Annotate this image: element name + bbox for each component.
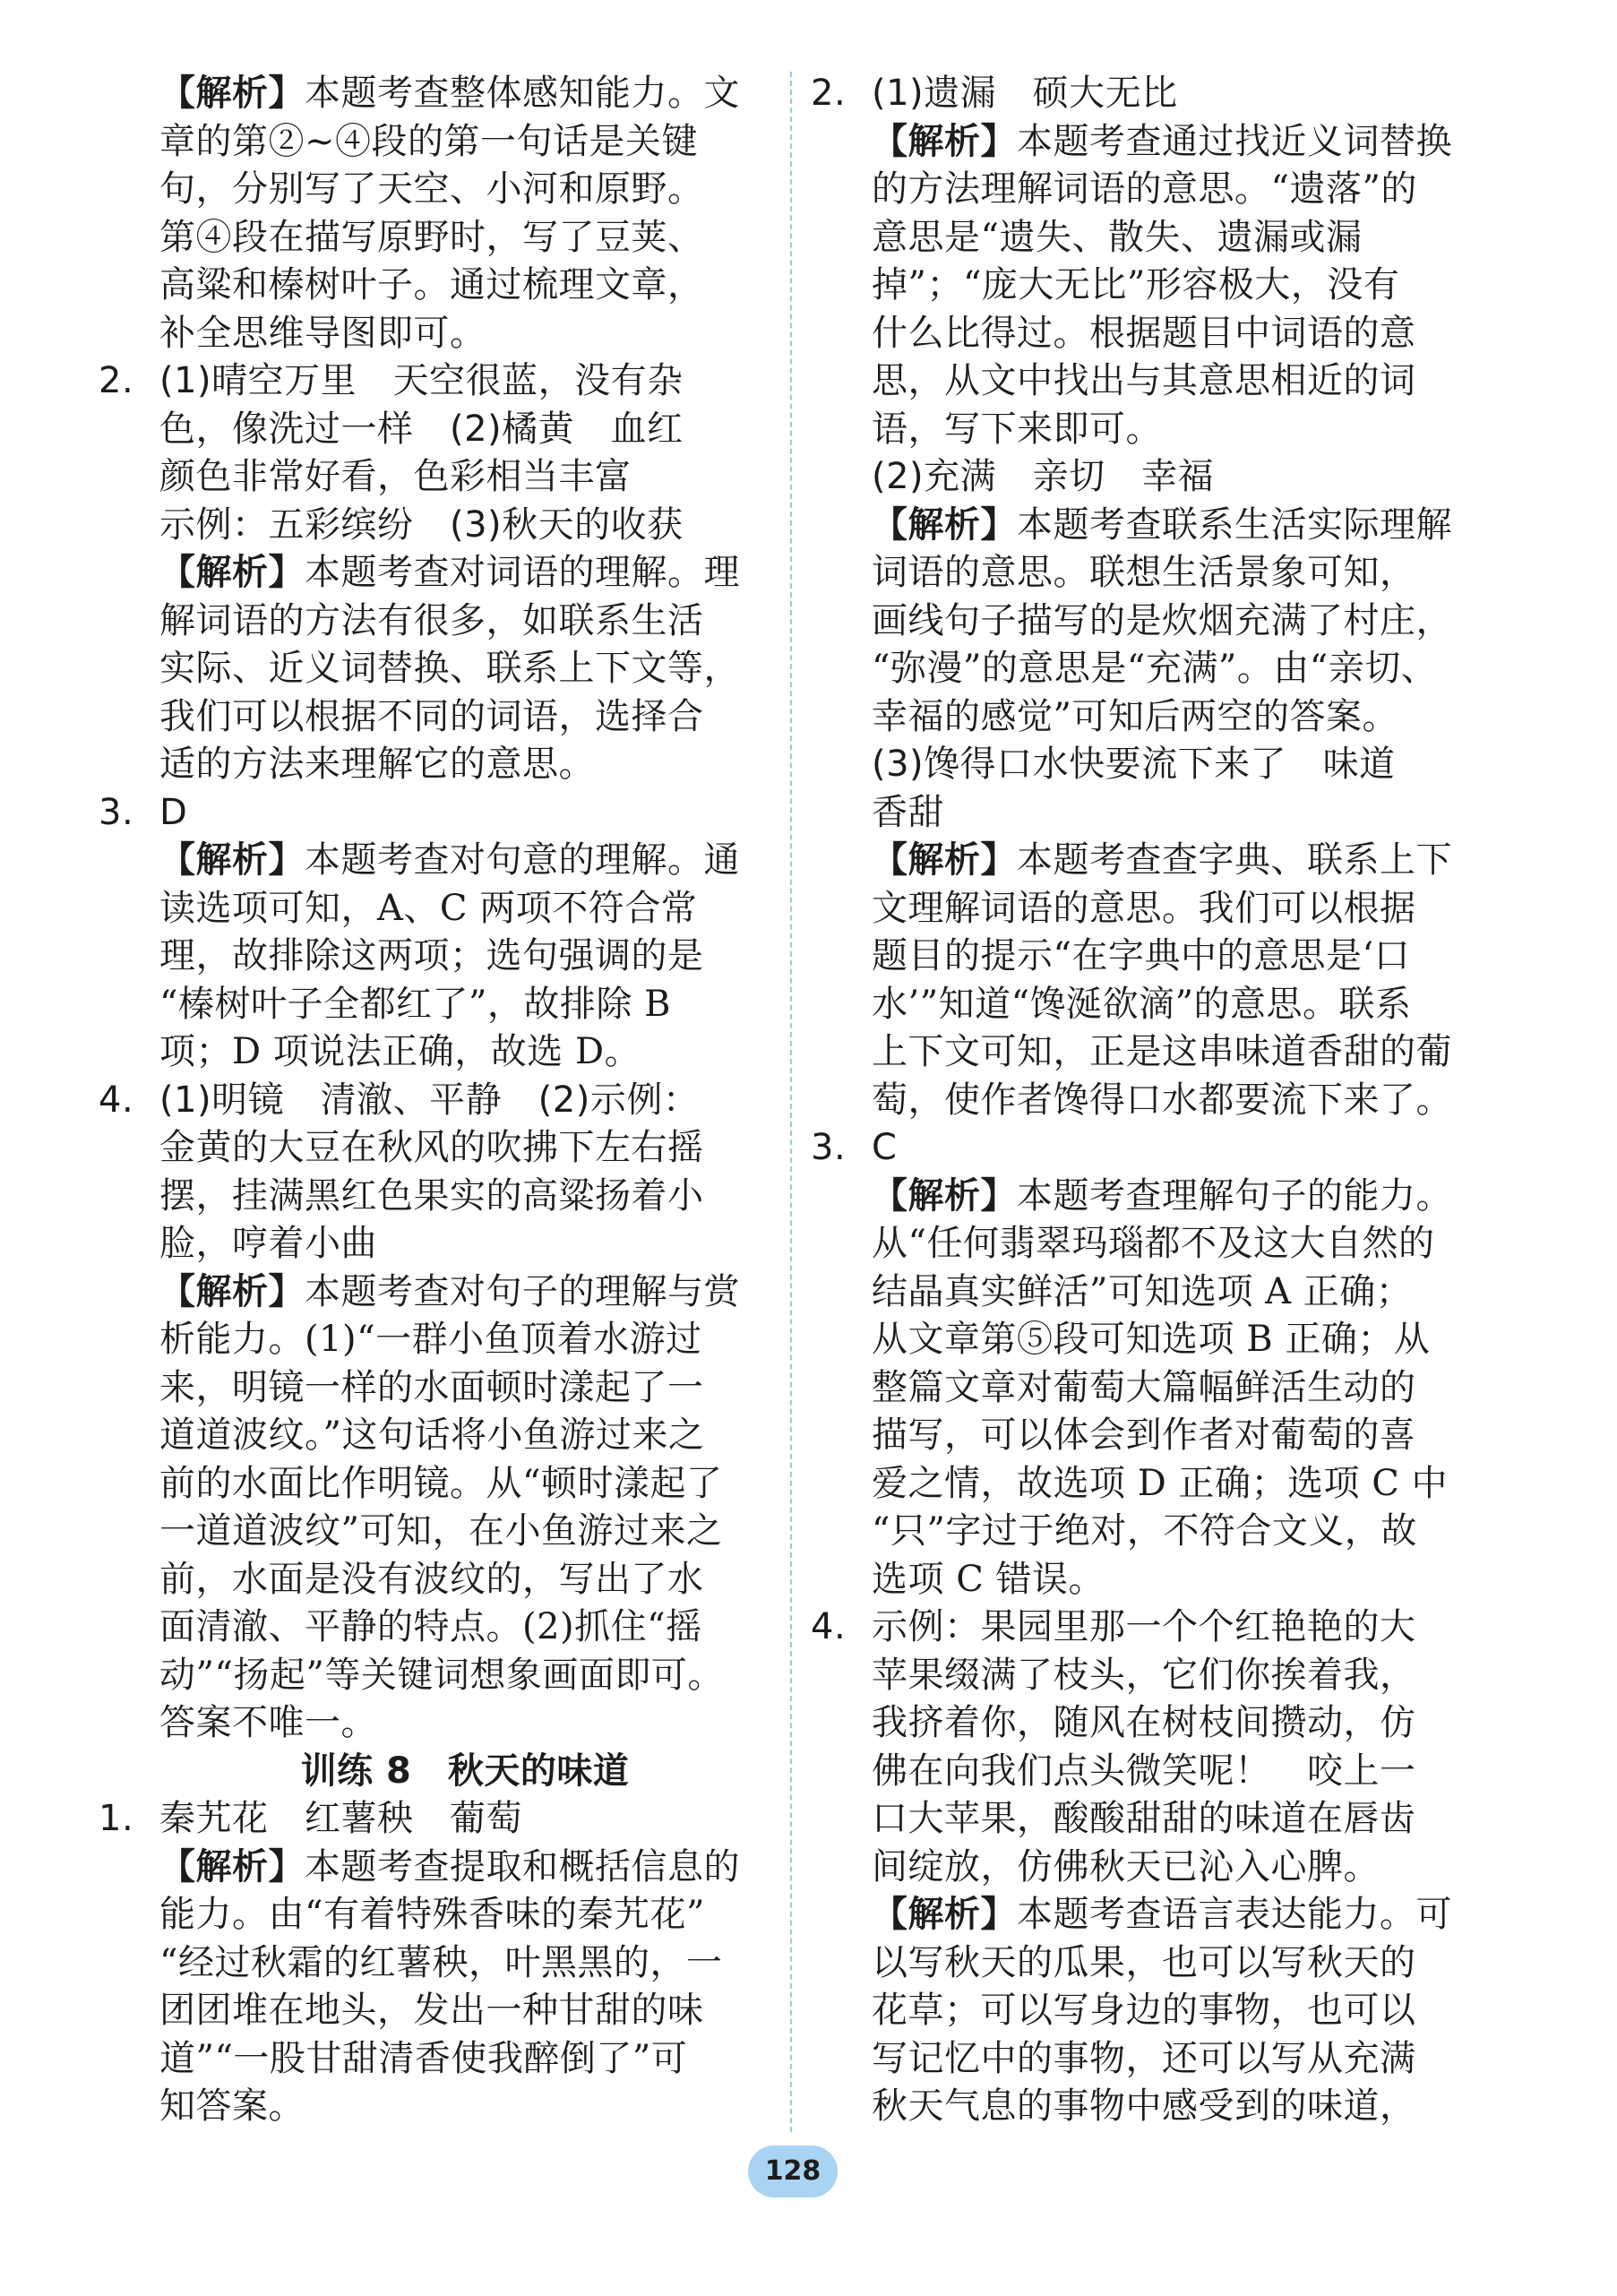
line-text: 本题考查对句子的理解与赏 xyxy=(305,1270,740,1312)
text-line xyxy=(99,1364,770,1413)
line-text: 间绽放，仿佛秋天已沁入心脾。 xyxy=(872,1845,1380,1888)
line-text: “只”字过于绝对，不符合文义，故 xyxy=(872,1510,1417,1552)
analysis-tag: 【解析】 xyxy=(159,552,305,593)
line-text: 示例：五彩缤纷 (3)秋天的收获 xyxy=(159,503,684,546)
text-line xyxy=(811,2083,1487,2131)
text-line xyxy=(99,741,770,789)
text-line xyxy=(99,1891,770,1939)
line-text: 前，水面是没有波纹的，写出了水 xyxy=(159,1558,704,1600)
line-text: 解词语的方法有很多，如联系生活 xyxy=(159,599,704,641)
line-text: 描写，可以体会到作者对葡萄的喜 xyxy=(872,1415,1416,1456)
text-line xyxy=(811,262,1487,310)
text-line xyxy=(99,1412,770,1460)
text-line xyxy=(811,1412,1487,1460)
line-text: 的方法理解词语的意思。“遗落”的 xyxy=(872,168,1417,210)
text-line xyxy=(811,1652,1487,1700)
text-line xyxy=(99,1795,770,1844)
text-line xyxy=(99,1077,770,1125)
analysis-tag: 【解析】 xyxy=(872,1174,1017,1217)
text-line xyxy=(811,1460,1487,1509)
line-text: 本题考查理解句子的能力。 xyxy=(1017,1174,1452,1217)
line-text: 写记忆中的事物，还可以写从充满 xyxy=(872,2037,1416,2079)
text-line xyxy=(99,1652,770,1700)
line-text: 颜色非常好看，色彩相当丰富 xyxy=(159,456,632,497)
text-line xyxy=(99,310,770,358)
line-text: 词语的意思。联想生活景象可知， xyxy=(872,552,1416,593)
text-line xyxy=(811,789,1487,838)
text-line xyxy=(811,1220,1487,1268)
text-line xyxy=(811,1891,1487,1939)
line-text: (2)充满 亲切 幸福 xyxy=(872,456,1215,497)
text-line xyxy=(811,549,1487,598)
text-line xyxy=(99,502,770,550)
line-text: 答案不唯一。 xyxy=(159,1702,377,1743)
question-number: 3. xyxy=(811,1127,847,1168)
text-line xyxy=(811,357,1487,406)
question-number: 4. xyxy=(99,1079,134,1121)
line-text: 掉”；“庞大无比”形容极大，没有 xyxy=(872,264,1400,305)
text-line xyxy=(811,166,1487,214)
line-text: 佛在向我们点头微笑呢！ 咬上一 xyxy=(872,1750,1416,1792)
text-line xyxy=(811,1173,1487,1221)
line-text: 来，明镜一样的水面顿时漾起了一 xyxy=(159,1366,704,1408)
line-text: 道道波纹。”这句话将小鱼游过来之 xyxy=(159,1415,705,1456)
text-line xyxy=(99,837,770,885)
text-line xyxy=(99,118,770,167)
text-line xyxy=(811,1844,1487,1892)
text-line xyxy=(811,310,1487,358)
text-line xyxy=(811,1028,1487,1077)
line-text: 整篇文章对葡萄大篇幅鲜活生动的 xyxy=(872,1366,1416,1408)
line-text: 香甜 xyxy=(872,791,944,833)
analysis-tag: 【解析】 xyxy=(159,73,305,114)
text-line xyxy=(811,981,1487,1029)
line-text: 思，从文中找出与其意思相近的词 xyxy=(872,360,1416,401)
line-text: 本题考查对词语的理解。理 xyxy=(305,552,740,593)
line-text: 面清澈、平静的特点。(2)抓住“摇 xyxy=(159,1606,702,1647)
text-line xyxy=(99,406,770,454)
text-line xyxy=(811,453,1487,502)
analysis-tag: 【解析】 xyxy=(872,120,1017,162)
line-text: 第④段在描写原野时，写了豆荚、 xyxy=(159,216,704,258)
line-text: 训练 8 秋天的味道 xyxy=(300,1750,630,1792)
text-line xyxy=(811,118,1487,167)
line-text: 本题考查对句意的理解。通 xyxy=(305,839,740,881)
line-text: 动”“扬起”等关键词想象画面即可。 xyxy=(159,1654,724,1696)
line-text: 理，故排除这两项；选句强调的是 xyxy=(159,935,704,976)
text-line xyxy=(811,1077,1487,1125)
line-text: 从“任何翡翠玛瑙都不及这大自然的 xyxy=(872,1223,1435,1264)
line-text: 团团堆在地头，发出一种甘甜的味 xyxy=(159,1990,704,2031)
analysis-tag: 【解析】 xyxy=(872,839,1017,881)
text-line xyxy=(99,1124,770,1173)
text-line xyxy=(99,1028,770,1077)
text-line xyxy=(99,981,770,1029)
text-line xyxy=(811,1604,1487,1652)
line-text: 结晶真实鲜活”可知选项 A 正确； xyxy=(872,1270,1413,1312)
line-text: 示例：果园里那一个个红艳艳的大 xyxy=(872,1606,1416,1647)
line-text: 意思是“遗失、散失、遗漏或漏 xyxy=(872,216,1363,258)
text-line xyxy=(811,933,1487,981)
question-number: 3. xyxy=(99,791,134,833)
line-text: 本题考查提取和概括信息的 xyxy=(305,1845,740,1888)
line-text: 色，像洗过一样 (2)橘黄 血红 xyxy=(159,408,684,450)
right-column xyxy=(811,70,1487,2131)
line-text: (3)馋得口水快要流下来了 味道 xyxy=(872,744,1396,785)
text-line xyxy=(811,1795,1487,1844)
text-line xyxy=(811,1268,1487,1317)
question-number: 2. xyxy=(811,73,847,114)
text-line xyxy=(811,741,1487,789)
line-text: 句，分别写了天空、小河和原野。 xyxy=(159,168,704,210)
line-text: 语，写下来即可。 xyxy=(872,408,1162,450)
text-line xyxy=(99,262,770,310)
text-line xyxy=(811,885,1487,933)
text-line xyxy=(99,933,770,981)
line-text: 章的第②~④段的第一句话是关键 xyxy=(159,120,699,162)
text-line xyxy=(99,1220,770,1268)
text-line xyxy=(811,2035,1487,2084)
line-text: (1)晴空万里 天空很蓝，没有杂 xyxy=(159,360,684,401)
text-line xyxy=(99,598,770,646)
line-text: 什么比得过。根据题目中词语的意 xyxy=(872,312,1416,354)
text-line xyxy=(99,549,770,598)
page-number-badge: 128 xyxy=(748,2146,838,2197)
text-line xyxy=(99,2035,770,2084)
line-text: “弥漫”的意思是“充满”。由“亲切、 xyxy=(872,648,1438,689)
text-line xyxy=(811,1939,1487,1988)
line-text: (1)明镜 清澈、平静 (2)示例： xyxy=(159,1079,700,1121)
line-text: 选项 C 错误。 xyxy=(872,1558,1105,1600)
text-line xyxy=(811,214,1487,262)
line-text: 我挤着你，随风在树枝间攒动，仿 xyxy=(872,1702,1416,1743)
text-line xyxy=(811,645,1487,693)
line-text: 摆，挂满黑红色果实的高粱扬着小 xyxy=(159,1174,704,1217)
column-divider xyxy=(790,72,792,2132)
text-line xyxy=(811,70,1487,118)
line-text: 爱之情，故选项 D 正确；选项 C 中 xyxy=(872,1462,1449,1504)
text-line xyxy=(99,1268,770,1317)
text-line xyxy=(811,1508,1487,1556)
line-text: 补全思维导图即可。 xyxy=(159,312,486,354)
analysis-tag: 【解析】 xyxy=(159,839,305,881)
line-text: 本题考查联系生活实际理解 xyxy=(1017,503,1452,546)
line-text: 脸，哼着小曲 xyxy=(159,1223,377,1264)
text-line xyxy=(99,1173,770,1221)
line-text: 花草；可以写身边的事物，也可以 xyxy=(872,1990,1416,2031)
text-line xyxy=(99,885,770,933)
analysis-tag: 【解析】 xyxy=(872,1894,1017,1935)
question-number: 4. xyxy=(811,1606,847,1647)
text-line xyxy=(99,1987,770,2035)
line-text: 知答案。 xyxy=(159,2085,305,2127)
text-line xyxy=(811,1316,1487,1364)
text-line xyxy=(811,1124,1487,1173)
text-line xyxy=(811,1556,1487,1604)
line-text: 以写秋天的瓜果，也可以写秋天的 xyxy=(872,1941,1416,1983)
line-text: 画线句子描写的是炊烟充满了村庄， xyxy=(872,599,1452,641)
text-line xyxy=(811,1748,1487,1796)
line-text: (1)遗漏 硕大无比 xyxy=(872,73,1178,114)
text-line xyxy=(99,166,770,214)
line-text: 一道道波纹”可知，在小鱼游过来之 xyxy=(159,1510,723,1552)
line-text: 我们可以根据不同的词语，选择合 xyxy=(159,695,704,737)
text-line xyxy=(811,598,1487,646)
line-text: 析能力。(1)“一群小鱼顶着水游过 xyxy=(159,1319,702,1360)
text-line xyxy=(811,1699,1487,1748)
line-text: 水’”知道“馋涎欲滴”的意思。联系 xyxy=(872,983,1412,1025)
line-text: “榛树叶子全都红了”，故排除 B xyxy=(159,983,672,1025)
line-text: 本题考查查字典、联系上下 xyxy=(1017,839,1452,881)
line-text: D xyxy=(159,791,188,833)
text-line xyxy=(811,502,1487,550)
question-number: 2. xyxy=(99,360,134,401)
line-text: 上下文可知，正是这串味道香甜的葡 xyxy=(872,1031,1452,1072)
line-text: 本题考查通过找近义词替换 xyxy=(1017,120,1452,162)
line-text: 萄，使作者馋得口水都要流下来了。 xyxy=(872,1079,1452,1121)
text-line xyxy=(811,837,1487,885)
text-line xyxy=(99,1939,770,1988)
line-text: 本题考查整体感知能力。文 xyxy=(305,73,740,114)
line-text: 读选项可知，A、C 两项不符合常 xyxy=(159,887,698,929)
text-line xyxy=(99,645,770,693)
text-line xyxy=(99,214,770,262)
text-line xyxy=(99,2083,770,2131)
line-text: 高粱和榛树叶子。通过梳理文章， xyxy=(159,264,704,305)
text-line xyxy=(99,70,770,118)
line-text: 从文章第⑤段可知选项 B 正确；从 xyxy=(872,1319,1431,1360)
text-line xyxy=(99,1556,770,1604)
line-text: 前的水面比作明镜。从“顿时漾起了 xyxy=(159,1462,723,1504)
left-column xyxy=(99,70,770,2131)
text-line xyxy=(99,1604,770,1652)
line-text: 项；D 项说法正确，故选 D。 xyxy=(159,1031,641,1072)
line-text: 苹果缀满了枝头，它们你挨着我， xyxy=(872,1654,1416,1696)
text-line xyxy=(99,789,770,838)
text-line xyxy=(811,1987,1487,2035)
line-text: 金黄的大豆在秋风的吹拂下左右摇 xyxy=(159,1127,704,1168)
text-line xyxy=(811,693,1487,742)
text-line xyxy=(811,1364,1487,1413)
text-line xyxy=(99,453,770,502)
text-line xyxy=(99,1844,770,1892)
text-line xyxy=(811,406,1487,454)
analysis-tag: 【解析】 xyxy=(159,1270,305,1312)
question-number: 1. xyxy=(99,1798,134,1839)
line-text: “经过秋霜的红薯秧，叶黑黑的，一 xyxy=(159,1941,723,1983)
text-line xyxy=(99,1460,770,1509)
line-text: 文理解词语的意思。我们可以根据 xyxy=(872,887,1416,929)
line-text: 实际、近义词替换、联系上下文等， xyxy=(159,648,740,689)
line-text: 适的方法来理解它的意思。 xyxy=(159,744,595,785)
line-text: 能力。由“有着特殊香味的秦艽花” xyxy=(159,1894,705,1935)
line-text: 口大苹果，酸酸甜甜的味道在唇齿 xyxy=(872,1798,1416,1839)
text-line xyxy=(99,693,770,742)
text-line xyxy=(99,1316,770,1364)
line-text: 本题考查语言表达能力。可 xyxy=(1017,1894,1452,1935)
text-line xyxy=(99,357,770,406)
text-line xyxy=(99,1508,770,1556)
text-line xyxy=(99,1699,770,1748)
line-text: 秦艽花 红薯秧 葡萄 xyxy=(159,1798,522,1839)
line-text: 幸福的感觉”可知后两空的答案。 xyxy=(872,695,1398,737)
analysis-tag: 【解析】 xyxy=(872,503,1017,546)
line-text: 题目的提示“在字典中的意思是‘口 xyxy=(872,935,1411,976)
text-line xyxy=(99,1748,770,1796)
line-text: 道”“一股甘甜清香使我醉倒了”可 xyxy=(159,2037,688,2079)
analysis-tag: 【解析】 xyxy=(159,1845,305,1888)
line-text: C xyxy=(872,1127,898,1168)
line-text: 秋天气息的事物中感受到的味道， xyxy=(872,2085,1416,2127)
